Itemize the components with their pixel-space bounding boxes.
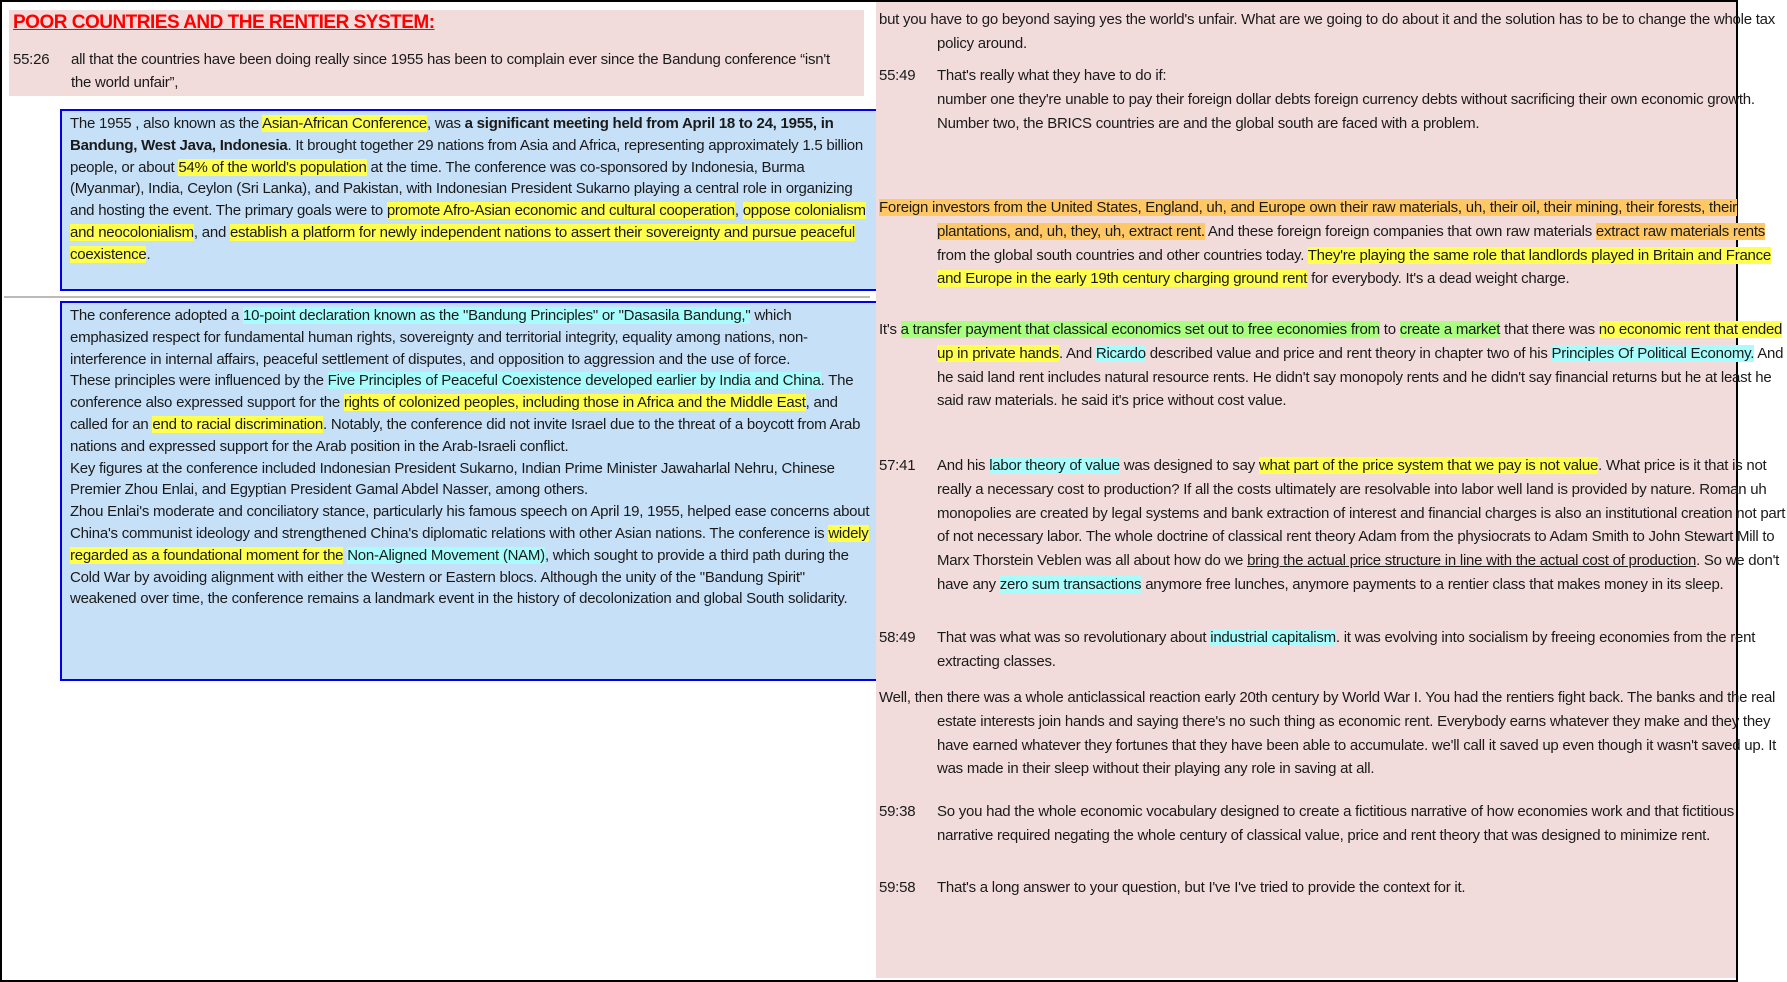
timestamp: 55:26 (13, 51, 50, 68)
transcript-text: all that the countries have been doing really since 1955 has been to complain ever since the Bandung conference “isn't the world unfair”, (71, 51, 830, 91)
text-run: And he said land rent includes natural resource rents. He didn't say monopoly rents and he didn't say financial returns but he at least he said raw materials. he said it's price without cost value. (937, 344, 1784, 410)
highlight-yellow: Asian-African Conference (262, 115, 427, 132)
text-run: , which sought to provide a third path during the Cold War by avoiding alignment with either the Western or Eastern blocs. Although the unity of the "Bandung Spirit" weakened over time, the conference remains a landmark event in the history of decolonization and global South solidarity. (70, 546, 849, 608)
transcript-entry (879, 454, 1787, 597)
text-run: . Notably, the conference did not invite Israel due to the threat of a boycott from Arab nations and expressed support for the Arab position in the Arab-Israeli conflict. (70, 415, 861, 455)
text-run: . it was evolving into socialism by freeing economies from the rent extracting classes. (937, 629, 1756, 670)
transcript-entry (879, 876, 1787, 900)
section-title: POOR COUNTRIES AND THE RENTIER SYSTEM: (13, 12, 435, 33)
text-run: at the time. The conference was co-sponsored by Indonesia, Burma (Myanmar), India, Ceylon (Sri Lanka), and Pakistan, with Indonesian President Sukarno playing a central role in organizing and hosting the event. The primary goals were to (70, 158, 853, 220)
highlight-orange: extract raw materials rents (1595, 222, 1766, 240)
section-header (9, 10, 864, 96)
text-run: . The conference also expressed support for the (70, 372, 854, 412)
paragraph (70, 501, 870, 610)
highlight-cyan: 10-point declaration known as the "Bandung Principles" or "Dasasila Bandung," (243, 307, 751, 324)
highlight-yellow: widely regarded as a foundational moment for the (70, 524, 869, 564)
text-run: These principles were influenced by the (70, 372, 328, 390)
left-column (2, 2, 870, 978)
text-run: That's a long answer to your question, but I've I've tried to provide the context for it. (937, 879, 1466, 896)
timestamp: 59:38 (879, 803, 916, 820)
text-run: It's (879, 321, 901, 338)
transcript-entry (879, 196, 1787, 291)
transcript-entry (879, 64, 1787, 135)
highlight-yellow: oppose colonialism and neocolonialism (70, 202, 866, 241)
text-run: So you had the whole economic vocabulary designed to create a fictitious narrative of how economies work and that fictitious narrative required negating the whole century of classical value, price and rent theory that was designed to minimize rent. (937, 803, 1734, 844)
highlight-yellow: promote Afro-Asian economic and cultural cooperation (386, 202, 735, 220)
bold-text: a significant meeting held from April 18 to 24, 1955, in Bandung, West Java, Indonesia (70, 115, 834, 154)
highlight-cyan: Five Principles of Peaceful Coexistence developed earlier by India and China (327, 372, 821, 390)
highlight-cyan: labor theory of value (989, 457, 1120, 474)
bandung-summary-box (60, 109, 878, 291)
paragraph (70, 113, 870, 266)
highlight-cyan: Principles Of Political Economy. (1551, 344, 1755, 362)
highlight-yellow: 54% of the world's population (178, 158, 367, 176)
right-column-transcript (876, 2, 1786, 978)
text-run: . (146, 245, 151, 263)
text-run: Key figures at the conference included Indonesian President Sukarno, Indian Prime Minister Jawaharlal Nehru, Chinese Premier Zhou Enlai, and Egyptian President Gamal Abdel Nasser, among others. (70, 459, 835, 499)
timestamp: 55:49 (879, 67, 916, 84)
text-run: And these foreign foreign companies that own raw materials (1204, 222, 1596, 240)
underlined-text: bring the actual price structure in line with the actual cost of production (1247, 552, 1697, 570)
text-run: . And (1059, 344, 1096, 362)
highlight-yellow: establish a platform for newly independent nations to assert their sovereignty and pursue peaceful coexistence (70, 223, 856, 263)
text-run: Well, then there was a whole anticlassical reaction early 20th century by World War I. You had the rentiers fight back. The banks and the real estate interests join hands and saying there's no such thing as economic rent. Everybody earns whatever they make and they they have earned whatever they fortunes that they have been able to accumulate. we'll call it saved up even though it wasn't saved up. It was made in their sleep without their playing any role in saving at all. (879, 689, 1777, 778)
text-run: anymore free lunches, anymore payments to a rentier class that makes money in its sleep. (1141, 575, 1724, 593)
highlight-cyan: Ricardo (1095, 344, 1146, 362)
bandung-principles-box (60, 301, 878, 681)
highlight-cyan: Non-Aligned Movement (NAM) (347, 546, 545, 564)
highlight-yellow: rights of colonized peoples, including those in Africa and the Middle East (343, 394, 806, 412)
highlight-cyan: zero sum transactions (999, 575, 1142, 593)
text-run: That was what was so revolutionary about (937, 629, 1211, 646)
paragraph (70, 458, 870, 502)
transcript-entry (13, 48, 853, 94)
highlight-cyan: industrial capitalism (1210, 629, 1336, 646)
highlight-yellow: They're playing the same role that landlords played in Britain and France and Europe in the early 19th century charging ground rent (937, 246, 1771, 288)
text-run: Zhou Enlai's moderate and conciliatory stance, particularly his famous speech on April 19, 1955, helped ease concerns about China's communist ideology and strengthened China's diplomatic relations with other Asian nations. The conference is (70, 503, 870, 542)
transcript-entry (879, 318, 1787, 413)
transcript-entry (879, 686, 1787, 781)
transcript-line: number one they're unable to pay their foreign dollar debts foreign currency debts without sacrificing their own economic growth. (937, 90, 1755, 108)
text-run: which emphasized respect for fundamental human rights, sovereignty and territorial integrity, equality among nations, non-interference in internal affairs, peaceful settlement of disputes, and opposition to aggression and the use of force. (70, 307, 808, 368)
text-run: , and called for an (70, 394, 838, 433)
text-run: for everybody. It's a dead weight charge. (1307, 270, 1570, 288)
text-run: . So we don't have any (937, 552, 1780, 593)
paragraph (70, 370, 870, 457)
text-run: . What price is it that is not really a necessary cost to production? If all the costs ultimately are resolvable into labor well land is provided by nature. Roman uh monopolies are created by legal systems and bank extraction of interest and financial charges is also an institutional creation not part of not necessary labor. The whole doctrine of classical rent theory Adam from the physiocrats to Adam Smith to John Stewart Mill to Marx Thorstein Veblen was all about how do we (937, 457, 1786, 570)
text-run: was designed to say (1119, 457, 1259, 474)
transcript-line: Number two, the BRICS countries are and the global south are faced with a problem. (937, 114, 1480, 132)
divider (4, 296, 870, 298)
highlight-yellow: no economic rent that ended up in private hands (937, 321, 1783, 362)
text-run: . It brought together 29 nations from Asia and Africa, representing approximately 1.5 billion people, or about (70, 136, 863, 176)
text-run: to (1379, 321, 1400, 338)
text-run: described value and price and rent theory in chapter two of his (1145, 344, 1552, 362)
highlight-green: create a market (1399, 321, 1501, 338)
text-run: That's really what they have to do if: (937, 67, 1167, 84)
transcript-entry (879, 800, 1787, 848)
text-run: And his (937, 457, 990, 474)
highlight-green: a transfer payment that classical economics set out to free economies from (900, 321, 1380, 338)
text-run: , and (193, 223, 230, 241)
text-run: but you have to go beyond saying yes the world's unfair. What are we going to do about it and the solution has to be to change the whole tax policy around. (879, 11, 1775, 52)
text-run: , was (426, 115, 465, 132)
timestamp: 57:41 (879, 457, 916, 474)
timestamp: 59:58 (879, 879, 916, 896)
paragraph (70, 305, 870, 370)
timestamp: 58:49 (879, 629, 916, 646)
text-run: The 1955 , also known as the (70, 115, 263, 132)
highlight-orange: Foreign investors from the United States, England, uh, and Europe own their raw materials, uh, their oil, their mining, their forests, their plantations, and, uh, they, uh, extract rent. (879, 199, 1737, 240)
text-run: from the global south countries and other countries today. (937, 246, 1308, 264)
text-run: , (734, 202, 743, 220)
transcript-entry (879, 626, 1787, 674)
highlight-yellow: end to racial discrimination (152, 415, 323, 433)
transcript-entry (879, 8, 1787, 56)
text-run: that there was (1500, 321, 1599, 338)
text-run: The conference adopted a (70, 307, 244, 324)
highlight-yellow: what part of the price system that we pay is not value (1258, 457, 1599, 474)
